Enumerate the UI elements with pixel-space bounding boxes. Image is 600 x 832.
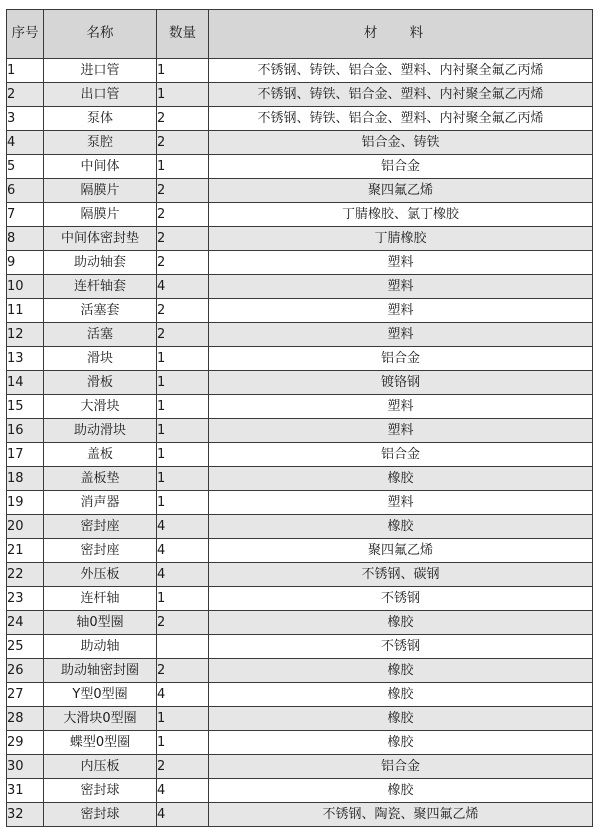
quantity-cell: 4 [157,563,209,587]
material-cell: 橡胶 [209,467,593,491]
table-row [7,107,593,131]
material-cell: 塑料 [209,323,593,347]
table-row [7,803,593,827]
row-number-cell: 14 [7,371,44,395]
table-row [7,323,593,347]
part-name-cell: 密封球 [44,803,157,827]
table-row [7,755,593,779]
part-name-cell: 消声器 [44,491,157,515]
part-name-cell: 滑块 [44,347,157,371]
material-cell: 铝合金 [209,155,593,179]
material-cell: 塑料 [209,251,593,275]
part-name-cell: 隔膜片 [44,203,157,227]
quantity-cell: 4 [157,803,209,827]
row-number-cell: 30 [7,755,44,779]
material-cell: 塑料 [209,395,593,419]
material-cell: 橡胶 [209,659,593,683]
part-name-cell: 中间体 [44,155,157,179]
part-name-cell: 助动滑块 [44,419,157,443]
quantity-cell: 2 [157,107,209,131]
row-number-cell: 11 [7,299,44,323]
material-cell: 不锈钢、铸铁、铝合金、塑料、内衬聚全氟乙丙烯 [209,59,593,83]
material-cell: 丁腈橡胶 [209,227,593,251]
part-name-cell: 连杆轴套 [44,275,157,299]
quantity-cell: 1 [157,155,209,179]
row-number-cell: 26 [7,659,44,683]
header-qty: 数量 [157,10,209,59]
row-number-cell: 16 [7,419,44,443]
table-row [7,155,593,179]
material-cell: 不锈钢 [209,587,593,611]
table-row [7,203,593,227]
table-row [7,563,593,587]
row-number-cell: 22 [7,563,44,587]
part-name-cell: 出口管 [44,83,157,107]
quantity-cell: 2 [157,251,209,275]
material-cell: 塑料 [209,299,593,323]
quantity-cell: 4 [157,683,209,707]
quantity-cell: 4 [157,275,209,299]
row-number-cell: 8 [7,227,44,251]
quantity-cell: 2 [157,299,209,323]
table-row [7,539,593,563]
quantity-cell: 4 [157,539,209,563]
material-cell: 不锈钢、铸铁、铝合金、塑料、内衬聚全氟乙丙烯 [209,83,593,107]
material-cell: 橡胶 [209,683,593,707]
part-name-cell: 助动轴套 [44,251,157,275]
row-number-cell: 3 [7,107,44,131]
quantity-cell: 1 [157,419,209,443]
part-name-cell: 中间体密封垫 [44,227,157,251]
row-number-cell: 29 [7,731,44,755]
row-number-cell: 7 [7,203,44,227]
part-name-cell: Y型0型圈 [44,683,157,707]
quantity-cell: 2 [157,179,209,203]
row-number-cell: 31 [7,779,44,803]
part-name-cell: 泵体 [44,107,157,131]
material-cell: 橡胶 [209,611,593,635]
quantity-cell: 2 [157,131,209,155]
table-row [7,659,593,683]
table-row [7,467,593,491]
table-row [7,179,593,203]
part-name-cell: 助动轴 [44,635,157,659]
part-name-cell: 蝶型0型圈 [44,731,157,755]
row-number-cell: 27 [7,683,44,707]
header-name: 名称 [44,10,157,59]
part-name-cell: 隔膜片 [44,179,157,203]
table-body [7,59,593,827]
row-number-cell: 23 [7,587,44,611]
row-number-cell: 12 [7,323,44,347]
row-number-cell: 21 [7,539,44,563]
quantity-cell: 2 [157,611,209,635]
quantity-cell: 2 [157,755,209,779]
table-row [7,347,593,371]
material-cell: 聚四氟乙烯 [209,179,593,203]
table-row [7,299,593,323]
table-row [7,683,593,707]
material-cell: 不锈钢、陶瓷、聚四氟乙烯 [209,803,593,827]
table-row [7,491,593,515]
part-name-cell: 活塞套 [44,299,157,323]
table-row [7,707,593,731]
row-number-cell: 32 [7,803,44,827]
part-name-cell: 密封座 [44,515,157,539]
table-row [7,419,593,443]
row-number-cell: 24 [7,611,44,635]
material-cell: 铝合金 [209,347,593,371]
header-material: 材 料 [209,10,593,59]
row-number-cell: 4 [7,131,44,155]
table-row [7,779,593,803]
table-row [7,251,593,275]
table-row [7,371,593,395]
material-cell: 镀铬钢 [209,371,593,395]
quantity-cell: 1 [157,347,209,371]
table-row [7,731,593,755]
material-cell: 聚四氟乙烯 [209,539,593,563]
part-name-cell: 大滑块0型圈 [44,707,157,731]
part-name-cell: 滑板 [44,371,157,395]
quantity-cell: 1 [157,467,209,491]
row-number-cell: 18 [7,467,44,491]
table-row [7,611,593,635]
header-no: 序号 [7,10,44,59]
quantity-cell: 2 [157,203,209,227]
row-number-cell: 2 [7,83,44,107]
part-name-cell: 进口管 [44,59,157,83]
row-number-cell: 1 [7,59,44,83]
row-number-cell: 6 [7,179,44,203]
table-row [7,83,593,107]
table-row [7,515,593,539]
quantity-cell: 1 [157,491,209,515]
part-name-cell: 密封座 [44,539,157,563]
quantity-cell: 1 [157,395,209,419]
row-number-cell: 20 [7,515,44,539]
quantity-cell: 1 [157,371,209,395]
part-name-cell: 连杆轴 [44,587,157,611]
material-cell: 橡胶 [209,731,593,755]
quantity-cell: 2 [157,659,209,683]
part-name-cell: 轴0型圈 [44,611,157,635]
row-number-cell: 28 [7,707,44,731]
material-cell: 铝合金 [209,443,593,467]
table-row [7,587,593,611]
material-cell: 塑料 [209,275,593,299]
table-row [7,131,593,155]
table-row [7,59,593,83]
material-cell: 塑料 [209,419,593,443]
quantity-cell: 1 [157,83,209,107]
table-row [7,443,593,467]
part-name-cell: 助动轴密封圈 [44,659,157,683]
table-row [7,227,593,251]
header-row [7,10,593,59]
part-name-cell: 大滑块 [44,395,157,419]
material-cell: 不锈钢 [209,635,593,659]
part-name-cell: 泵腔 [44,131,157,155]
quantity-cell: 2 [157,227,209,251]
part-name-cell: 活塞 [44,323,157,347]
row-number-cell: 15 [7,395,44,419]
row-number-cell: 25 [7,635,44,659]
parts-material-table [6,9,593,827]
quantity-cell: 4 [157,515,209,539]
material-cell: 塑料 [209,491,593,515]
quantity-cell: 1 [157,587,209,611]
material-cell: 橡胶 [209,515,593,539]
material-cell: 不锈钢、铸铁、铝合金、塑料、内衬聚全氟乙丙烯 [209,107,593,131]
quantity-cell: 1 [157,443,209,467]
material-cell: 橡胶 [209,779,593,803]
material-cell: 橡胶 [209,707,593,731]
table-row [7,635,593,659]
table-row [7,395,593,419]
part-name-cell: 盖板垫 [44,467,157,491]
quantity-cell: 1 [157,707,209,731]
quantity-cell: 4 [157,779,209,803]
part-name-cell: 外压板 [44,563,157,587]
table-row [7,275,593,299]
quantity-cell: 2 [157,323,209,347]
material-cell: 不锈钢、碳钢 [209,563,593,587]
table-header [7,10,593,59]
material-cell: 丁腈橡胶、氯丁橡胶 [209,203,593,227]
quantity-cell: 1 [157,731,209,755]
row-number-cell: 9 [7,251,44,275]
row-number-cell: 5 [7,155,44,179]
quantity-cell: 1 [157,59,209,83]
material-cell: 铝合金 [209,755,593,779]
row-number-cell: 19 [7,491,44,515]
part-name-cell: 内压板 [44,755,157,779]
part-name-cell: 密封球 [44,779,157,803]
part-name-cell: 盖板 [44,443,157,467]
material-cell: 铝合金、铸铁 [209,131,593,155]
row-number-cell: 17 [7,443,44,467]
row-number-cell: 10 [7,275,44,299]
row-number-cell: 13 [7,347,44,371]
quantity-cell [157,635,209,659]
